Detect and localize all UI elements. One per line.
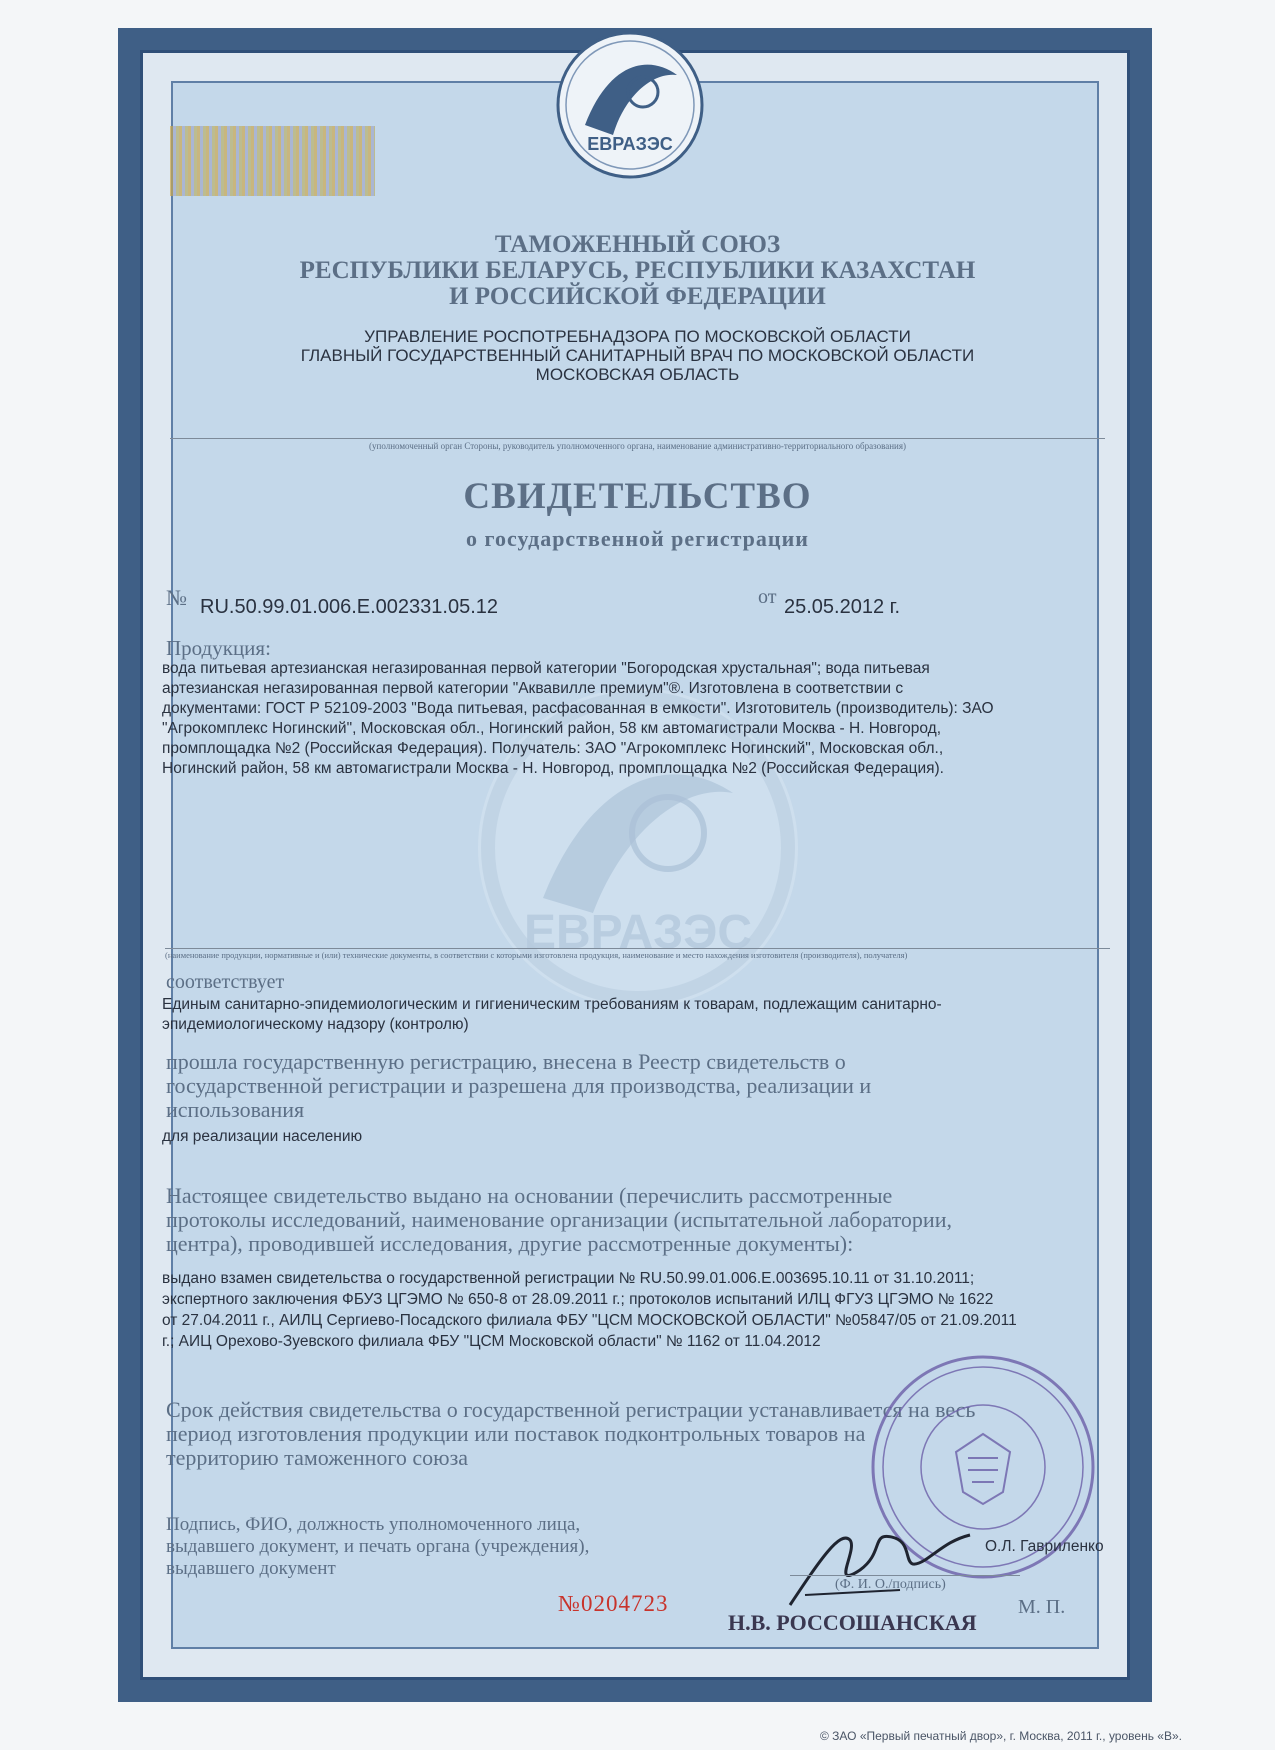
authority-line bbox=[170, 438, 1105, 439]
union-heading: ТАМОЖЕННЫЙ СОЮЗ РЕСПУБЛИКИ БЕЛАРУСЬ, РЕСПУБЛИКИ КАЗАХСТАН И РОССИЙСКОЙ ФЕДЕРАЦИИ bbox=[299, 231, 976, 310]
signature-scribble bbox=[780, 1500, 980, 1620]
basis-details: выдано взамен свидетельства о государственной регистрации № RU.50.99.01.006.Е.003695.10.11 от 31.10.2011; экспертного заключения ФБУЗ ЦГЭМО № 650-8 от 28.09.2011 г.; протоколов испытаний ИЛЦ ФГУЗ ЦГЭМО № 1622 от 27.04.2011 г., АИЛЦ Сергиево-Посадского филиала ФБУ "ЦСМ МОСКОВСКОЙ ОБЛАСТИ" №05847/05 от 21.09.2011 г.; АИЦ Орехово-Зуевского филиала ФБУ "ЦСМ Московской области" № 1162 от 11.04.2012 bbox=[162, 1270, 1017, 1350]
signature-label: Подпись, ФИО, должность уполномоченного лица, выдавшего документ, и печать органа (учреждения), выдавшего документ bbox=[166, 1514, 590, 1579]
document-subtitle: о государственной регистрации bbox=[466, 526, 809, 551]
fio-caption: (Ф. И. О./подпись) bbox=[835, 1577, 946, 1592]
printer-footer: © ЗАО «Первый печатный двор», г. Москва, 2011 г., уровень «В». bbox=[820, 1729, 1182, 1743]
product-label: Продукция: bbox=[166, 636, 271, 660]
basis-statement: Настоящее свидетельство выдано на основании (перечислить рассмотренные протоколы исследований, наименование организации (испытательной лаборатории, центра), проводившей исследования, другие рассмотренные документы): bbox=[166, 1183, 952, 1256]
stamp-name: Н.В. РОССОШАНСКАЯ bbox=[728, 1610, 977, 1635]
document-title: СВИДЕТЕЛЬСТВО bbox=[463, 476, 812, 517]
product-line bbox=[165, 948, 1110, 949]
registration-date: 25.05.2012 г. bbox=[784, 596, 901, 618]
registration-number: RU.50.99.01.006.Е.002331.05.12 bbox=[200, 596, 499, 618]
authority-caption: (уполномоченный орган Стороны, руководитель уполномоченного органа, наименование административно-территориального образования) bbox=[369, 441, 906, 451]
product-text: вода питьевая артезианская негазированная первой категории "Богородская хрустальная"; вода питьевая артезианская негазированная первой категории "Аквавилле премиум"®. Изготовлена в соответствии с документами: ГОСТ Р 52109-2003 "Вода питьевая, расфасованная в емкости". Изготовитель (производитель): ЗАО "Агрокомплекс Ногинский", Московская обл., Ногинский район, 58 км автомагистрали Москва - Н. Новгород, промплощадка №2 (Российская Федерация). Получатель: ЗАО "Агрокомплекс Ногинский", Московская обл., Ногинский район, 58 км автомагистрали Москва - Н. Новгород, промплощадка №2 (Российская Федерация). bbox=[162, 660, 994, 777]
conformity-label: соответствует bbox=[166, 971, 285, 993]
number-label: № bbox=[166, 585, 187, 610]
signer-name: О.Л. Гавриленко bbox=[985, 1538, 1104, 1555]
validity-statement: Срок действия свидетельства о государственной регистрации устанавливается на весь период изготовления продукции или поставок подконтрольных товаров на территорию таможенного союза bbox=[166, 1397, 976, 1470]
svg-text:ЕВРАЗЭС: ЕВРАЗЭС bbox=[587, 134, 673, 154]
product-caption: (наименование продукции, нормативные и (или) технические документы, в соответствии с которыми изготовлена продукция, наименование и место нахождения изготовителя (производителя), получателя) bbox=[165, 950, 908, 960]
serial-number: №0204723 bbox=[558, 1591, 669, 1616]
date-label: от bbox=[758, 586, 777, 608]
purpose-text: для реализации населению bbox=[162, 1128, 363, 1145]
evrazes-emblem bbox=[555, 30, 705, 180]
signature-line bbox=[790, 1575, 1020, 1576]
hologram-strip bbox=[170, 126, 375, 196]
authority-block: УПРАВЛЕНИЕ РОСПОТРЕБНАДЗОРА ПО МОСКОВСКОЙ ОБЛАСТИ ГЛАВНЫЙ ГОСУДАРСТВЕННЫЙ САНИТАРНЫЙ ВРАЧ ПО МОСКОВСКОЙ ОБЛАСТИ МОСКОВСКАЯ ОБЛАСТЬ bbox=[300, 327, 975, 384]
conformity-text: Единым санитарно-эпидемиологическим и гигиеническим требованиям к товарам, подлежащим санитарно- эпидемиологическому надзору (контролю) bbox=[162, 996, 942, 1033]
mp-label: М. П. bbox=[1018, 1596, 1066, 1618]
svg-text:ЕВРАЗЭС: ЕВРАЗЭС bbox=[523, 906, 753, 959]
registration-statement: прошла государственную регистрацию, внесена в Реестр свидетельств о государственной регистрации и разрешена для производства, реализации и использования bbox=[166, 1049, 872, 1122]
